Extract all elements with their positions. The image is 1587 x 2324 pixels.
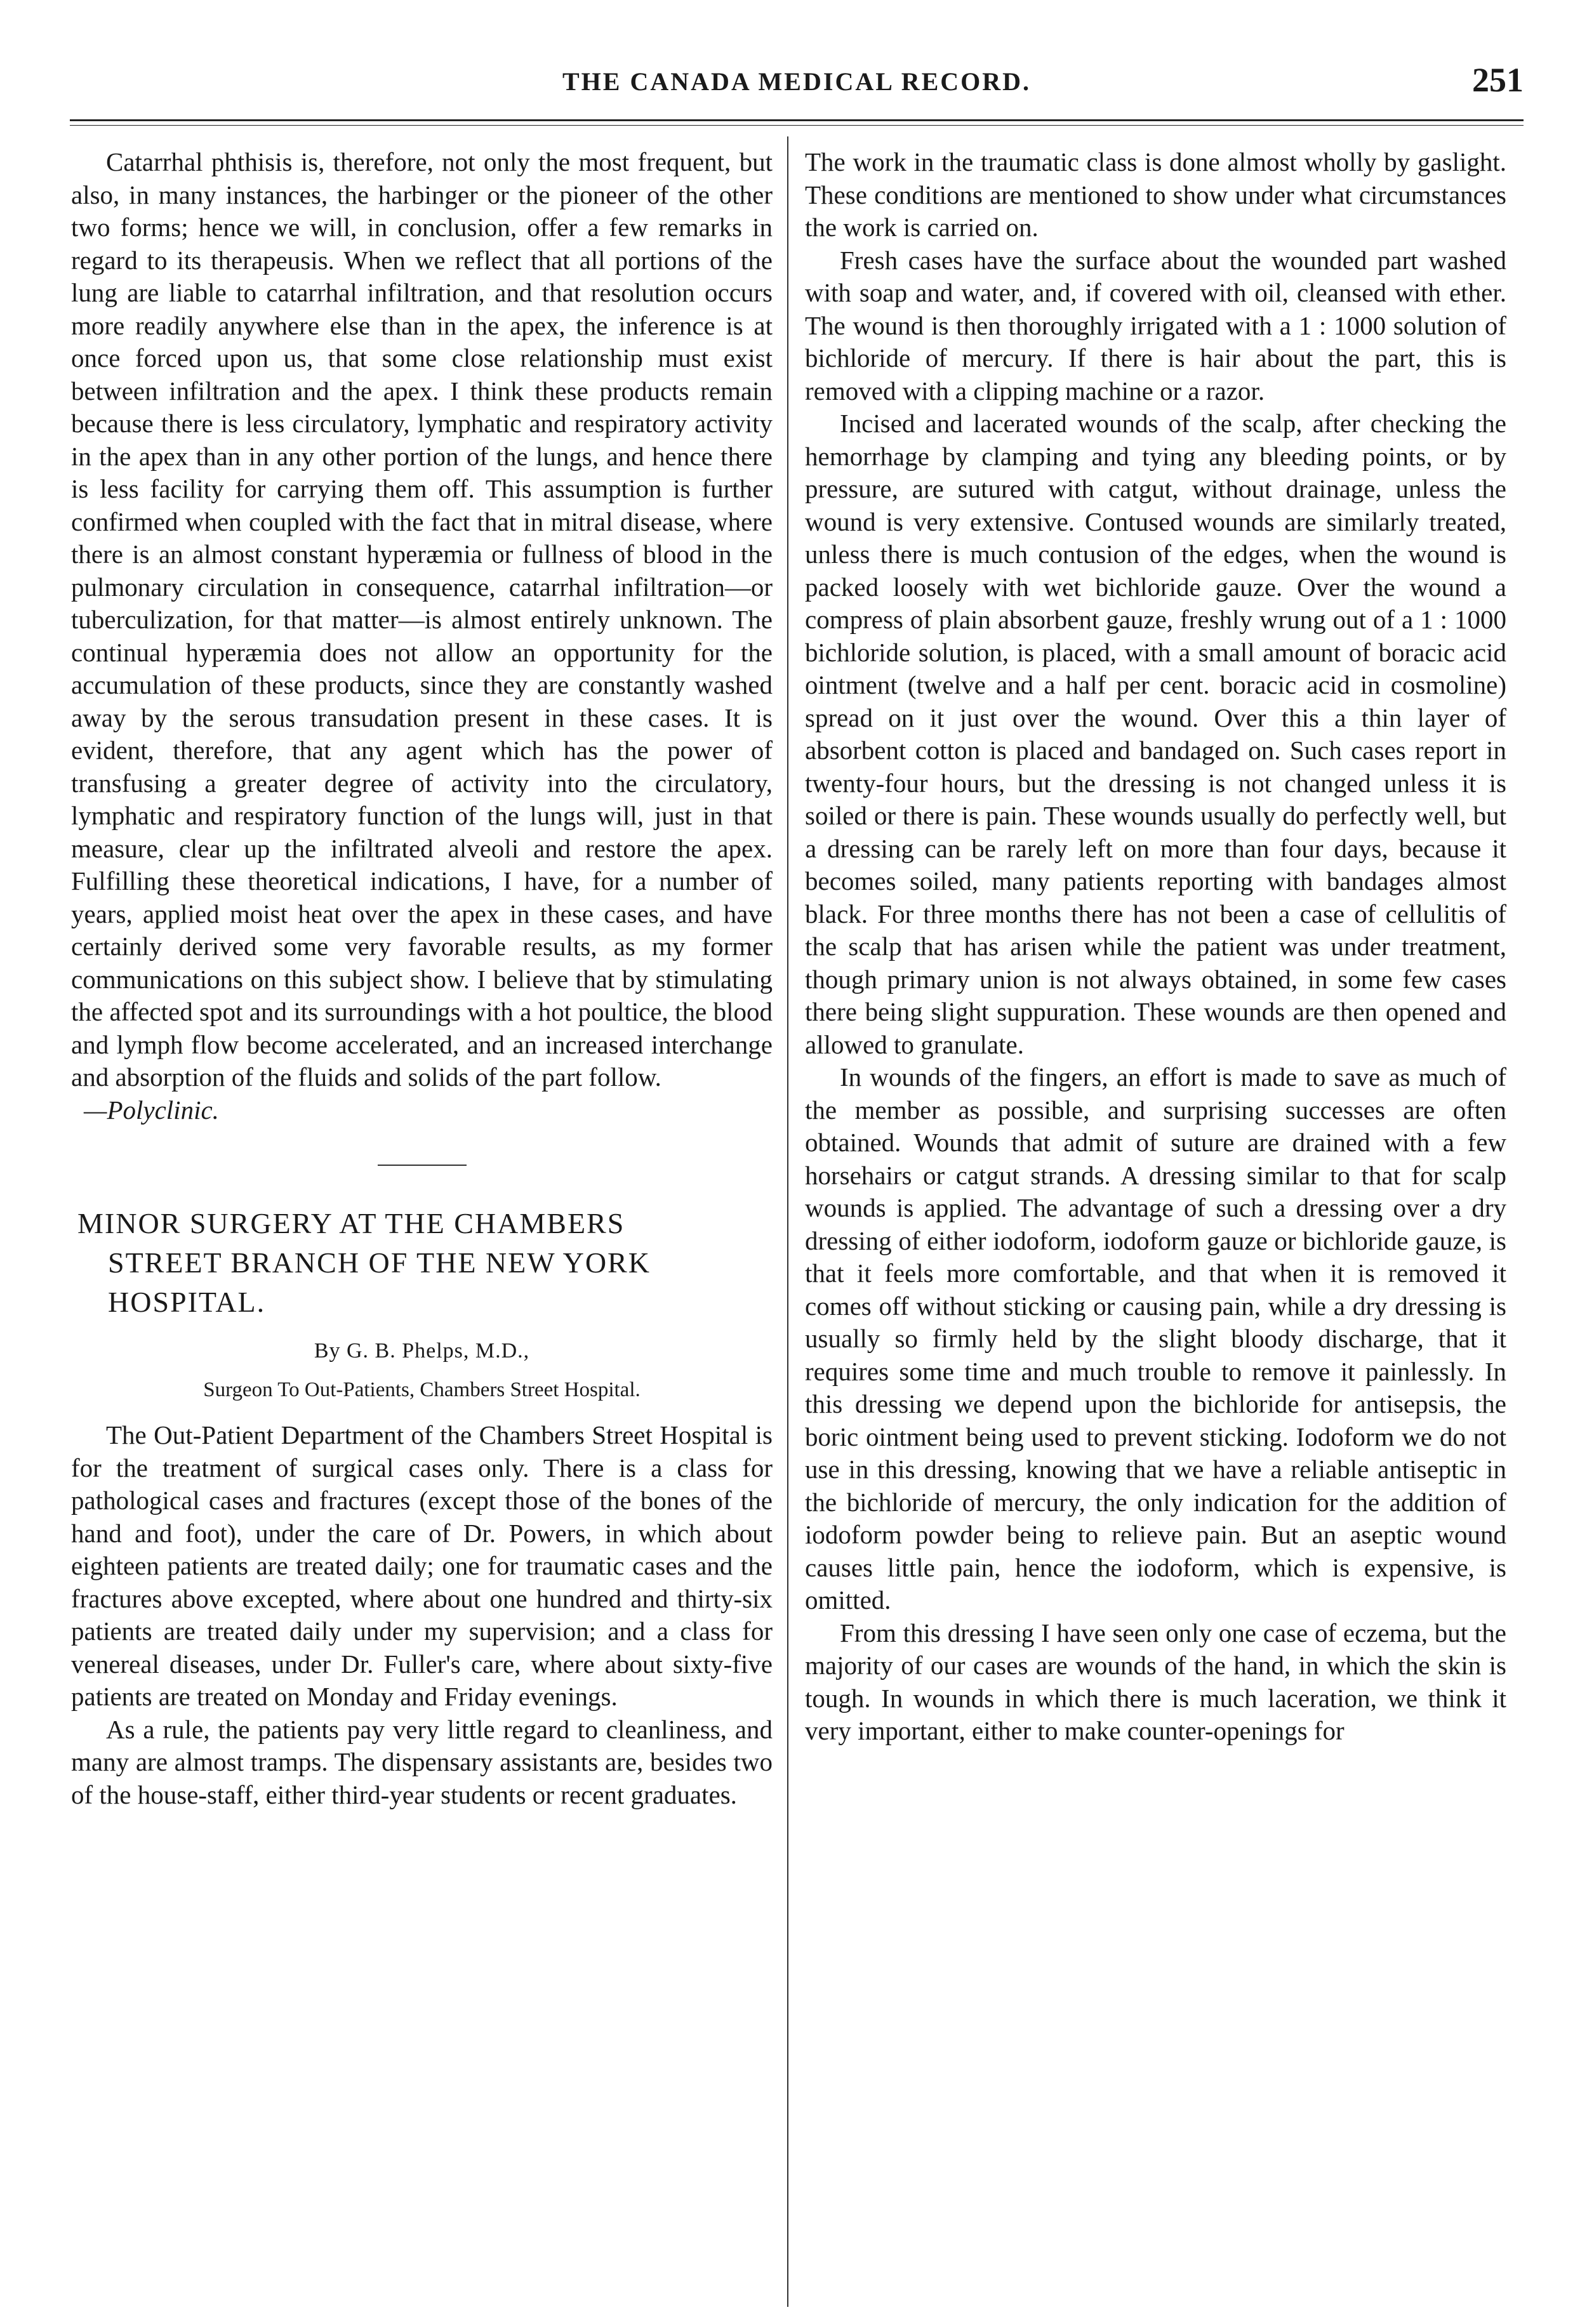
paragraph-eczema: From this dressing I have seen only one case of eczema, but the majority of our cases are wounds of the hand, in which the skin is tough. In wounds in which there is much laceration, we think it very important, either to make counter-openings for [805,1618,1506,1745]
source-citation: —Polyclinic. [84,1095,219,1125]
column-divider [787,136,788,2307]
paragraph-cleanliness: As a rule, the patients pay very little regard to cleanliness, and many are almost tramps. The dispensary assistants are, besides two of the house-staff, either third-year students or recent graduates. [71,1714,773,1809]
article-title-line-2: STREET BRANCH OF THE NEW YORK HOSPITAL. [108,1246,651,1318]
paragraph-catarrhal-phthisis: Catarrhal phthisis is, therefore, not only the most frequent, but also, in many instances, the harbinger or the pioneer of the other two forms; hence we will, in conclusion, offer a few remarks in regard to its therapeusis. When we reflect that all portions of the lung are liable to catarrhal infiltration, and that resolution occurs more readily anywhere else than in the apex, the inference is at once forced upon us, that some close relationship must exist between infiltration and the apex. I think these products remain because there is less circulatory, lymphatic and respiratory activity in the apex than in any other portion of the lungs, and hence there is less facility for carrying them off. This assumption is further confirmed when coupled with the fact that in mitral disease, where there is an almost constant hyperæmia or fullness of blood in the pulmonary circulation in consequence, catarrhal infiltration—or tuberculization, for that matter—is almost entirely unknown. The continual hyperæmia does not allow an opportunity for the accumulation of these products, since they are constantly washed away by the serous transudation present in these cases. It is evident, therefore, that any agent which has the power of transfusing a greater degree of activity into the circulatory, lymphatic and respiratory function of the lungs will, just in that measure, clear up the infiltrated alveoli and restore the apex. Fulfilling these theoretical indications, I have, for a number of years, applied moist heat over the apex in these cases, and have certainly derived some very favorable results, as my former communications on this subject show. I believe that by stimulating the affected spot and its surroundings with a hot poultice, the blood and lymph flow become accelerated, and an increased interchange and absorption of the fluids and solids of the part follow. [71,147,773,1092]
paragraph-fresh-cases: Fresh cases have the surface about the wounded part washed with soap and water, and, if covered with oil, cleansed with ether. The wound is then thoroughly irrigated with a 1 : 1000 solution of bichloride of mercury. If there is hair about the part, this is removed with a clipping machine or a razor. [805,245,1506,406]
page-number: 251 [1472,61,1524,99]
article-title-line-1: MINOR SURGERY AT THE CHAMBERS [77,1207,625,1239]
paragraph-finger-wounds: In wounds of the fingers, an effort is made to save as much of the member as possible, and surprising successes are often obtained. Wounds that admit of suture are drained with a few horsehairs or catgut strands. A dressing similar to that for scalp wounds is applied. The advantage of such a dressing over a dry dressing of either iodoform, iodoform gauze or bichloride gauze, is that it feels more comfortable, and that when it is removed it comes off without sticking or causing pain, while a dry dressing is usually so firmly held by the slight bloody discharge, that it requires some time and much trouble to remove it painlessly. In this dressing we depend upon the bichloride for antisepsis, the boric ointment being used to prevent sticking. Iodoform we do not use in this dressing, knowing that we have a reliable antiseptic in the bichloride of mercury, the only indication for the addition of iodoform powder being to relieve pain. But an aseptic wound causes little pain, hence the iodoform, which is expensive, is omitted. [805,1062,1506,1614]
author-affiliation: Surgeon To Out-Patients, Chambers Street Hospital. [203,1378,641,1401]
article-title [71,1204,773,1322]
paragraph-scalp-wounds: Incised and lacerated wounds of the scalp, after checking the hemorrhage by clamping and tying any bleeding points, or by pressure, are sutured with catgut, without drainage, unless the wound is very extensive. Contused wounds are similarly treated, unless there is much contusion of the edges, when the wound is packed loosely with wet bichloride gauze. Over the wound a compress of plain absorbent gauze, freshly wrung out of a 1 : 1000 bichloride solution, is placed, with a small amount of boracic acid ointment (twelve and a half per cent. boracic acid in cosmoline) spread on it just over the wound. Over this a thin layer of absorbent cotton is placed and bandaged on. Such cases report in twenty-four hours, but the dressing is not changed unless it is soiled or there is pain. These wounds usually do perfectly well, but a dressing can be rarely left on more than four days, because it becomes soiled, many patients reporting with bandages almost black. For three months there has not been a case of cellulitis of the scalp that has arisen while the patient was under treatment, though primary union is not always obtained, in some few cases there being slight suppuration. These wounds are then opened and allowed to granulate. [805,409,1506,1059]
author-byline: By G. B. Phelps, M.D., [314,1339,530,1363]
paragraph-outpatient-department: The Out-Patient Department of the Chambers Street Hospital is for the treatment of surgical cases only. There is a class for pathological cases and fractures (except those of the bones of the hand and foot), under the care of Dr. Powers, in which about eighteen patients are treated daily; one for traumatic cases and the fractures above excepted, where about one hundred and thirty-six patients are treated daily under my supervision; and a class for venereal diseases, under Dr. Fuller's care, where about sixty-five patients are treated on Monday and Friday evenings. [71,1420,773,1711]
paragraph-gaslight: The work in the traumatic class is done almost wholly by gaslight. These conditions are mentioned to show under what circumstances the work is carried on. [805,147,1506,242]
section-separator [378,1165,467,1166]
header-rule [70,119,1524,126]
left-column [71,146,773,1811]
right-column [805,146,1506,1748]
page-header [70,60,1524,105]
running-title: THE CANADA MEDICAL RECORD. [562,67,1032,96]
